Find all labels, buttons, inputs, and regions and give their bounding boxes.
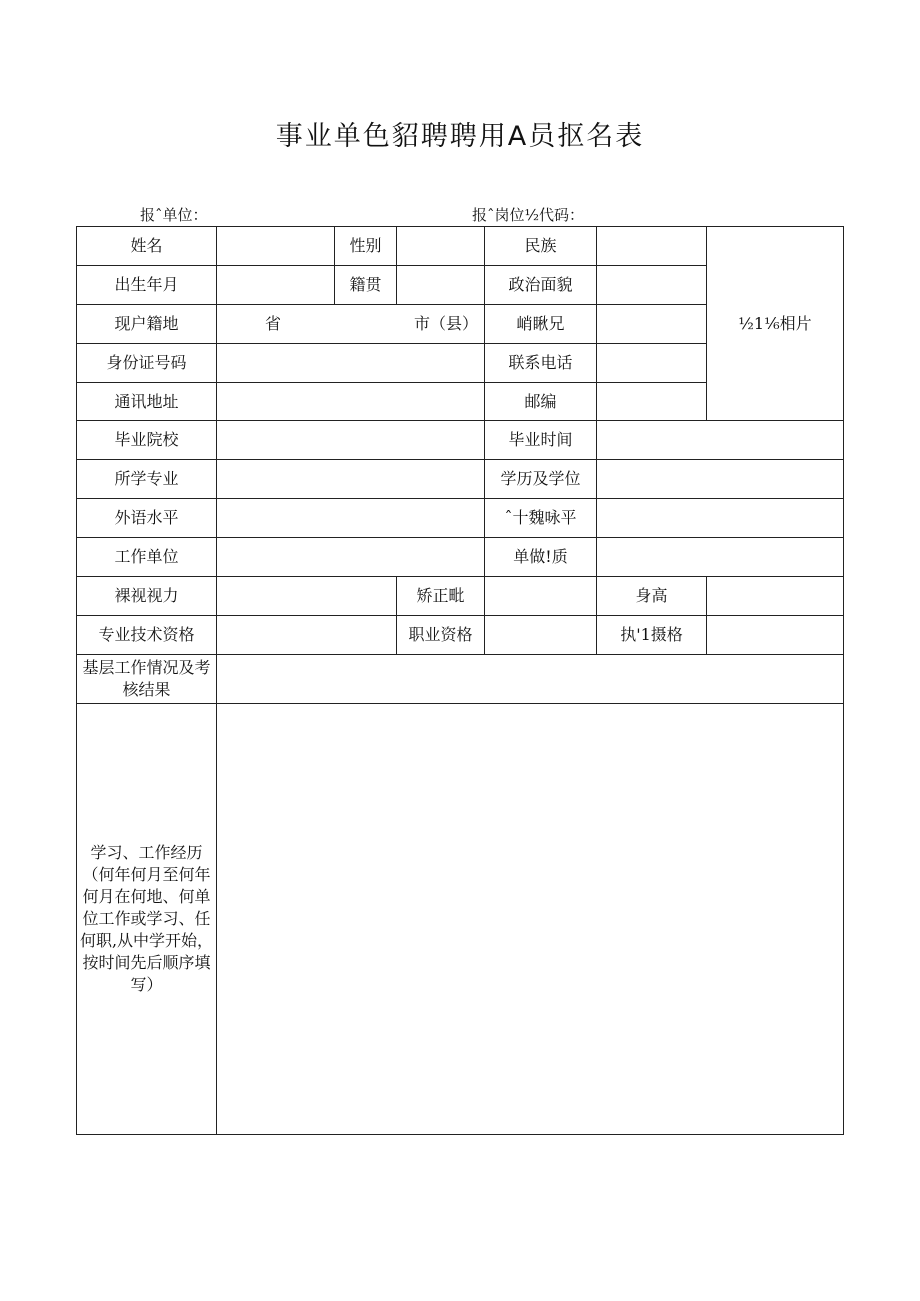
- table-row: [77, 704, 844, 1135]
- postcode-label: 邮编: [485, 383, 597, 421]
- name-field[interactable]: [217, 227, 335, 266]
- gender-label: 性别: [335, 227, 397, 266]
- work-unit-field[interactable]: [217, 538, 485, 577]
- table-row: [77, 616, 844, 655]
- grassroots-field[interactable]: [217, 655, 844, 704]
- grad-time-field[interactable]: [597, 421, 844, 460]
- birth-label: 出生年月: [77, 266, 217, 305]
- computer-field[interactable]: [597, 499, 844, 538]
- table-row: [77, 460, 844, 499]
- photo-label: ½1⅙相片: [738, 313, 812, 333]
- height-label: 身高: [597, 577, 707, 616]
- ethnicity-label: 民族: [485, 227, 597, 266]
- vocational-qual-label: 职业资格: [397, 616, 485, 655]
- practice-qual-field[interactable]: [707, 616, 844, 655]
- birth-field[interactable]: [217, 266, 335, 305]
- practice-qual-label: 执'1摄格: [597, 616, 707, 655]
- vocational-qual-field[interactable]: [485, 616, 597, 655]
- education-field[interactable]: [597, 460, 844, 499]
- grassroots-label: 基层工作情况及考核结果: [77, 655, 217, 704]
- marital-label: 峭瞅兄: [485, 305, 597, 344]
- registration-form-table: [76, 226, 844, 1135]
- id-number-label: 身份证号码: [77, 344, 217, 383]
- marital-field[interactable]: [597, 305, 707, 344]
- form-title: 事业单色貂聘聘用A员抠名表: [275, 121, 645, 152]
- address-label: 通讯地址: [77, 383, 217, 421]
- major-field[interactable]: [217, 460, 485, 499]
- city-county-label: 市（县）: [414, 314, 479, 333]
- school-label: 毕业院校: [77, 421, 217, 460]
- political-label: 政治面貌: [485, 266, 597, 305]
- table-row: [77, 655, 844, 704]
- computer-label: ˆ十魏咏平: [485, 499, 597, 538]
- name-label: 姓名: [77, 227, 217, 266]
- phone-field[interactable]: [597, 344, 707, 383]
- photo-cell[interactable]: [707, 227, 844, 421]
- school-field[interactable]: [217, 421, 485, 460]
- table-row: [77, 538, 844, 577]
- table-row: [77, 421, 844, 460]
- foreign-lang-field[interactable]: [217, 499, 485, 538]
- corrected-vision-field[interactable]: [485, 577, 597, 616]
- applied-post-label: 报ˆ岗位½代码：: [472, 206, 585, 224]
- table-row: [77, 227, 844, 266]
- table-row: [77, 499, 844, 538]
- native-place-field[interactable]: [397, 266, 485, 305]
- resume-label: 学习、工作经历（何年何月至何年何月在何地、何单位工作或学习、任何职,从中学开始，按时间先后顺序填写）: [77, 704, 217, 1135]
- province-label: 省: [264, 314, 281, 333]
- foreign-lang-label: 外语水平: [77, 499, 217, 538]
- id-number-field[interactable]: [217, 344, 485, 383]
- phone-label: 联系电话: [485, 344, 597, 383]
- political-field[interactable]: [597, 266, 707, 305]
- grad-time-label: 毕业时间: [485, 421, 597, 460]
- address-field[interactable]: [217, 383, 485, 421]
- postcode-field[interactable]: [597, 383, 707, 421]
- tech-qual-label: 专业技术资格: [77, 616, 217, 655]
- residence-label: 现户籍地: [77, 305, 217, 344]
- ethnicity-field[interactable]: [597, 227, 707, 266]
- corrected-vision-label: 矫正毗: [397, 577, 485, 616]
- unit-nature-label: 单做!质: [485, 538, 597, 577]
- native-place-label: 籍贯: [335, 266, 397, 305]
- education-label: 学历及学位: [485, 460, 597, 499]
- unit-nature-field[interactable]: [597, 538, 844, 577]
- naked-vision-label: 裸视视力: [77, 577, 217, 616]
- applied-unit-label: 报ˆ单位：: [140, 206, 208, 224]
- major-label: 所学专业: [77, 460, 217, 499]
- height-field[interactable]: [707, 577, 844, 616]
- table-row: [77, 577, 844, 616]
- naked-vision-field[interactable]: [217, 577, 397, 616]
- resume-field[interactable]: [217, 704, 844, 1135]
- tech-qual-field[interactable]: [217, 616, 397, 655]
- residence-field[interactable]: [217, 305, 485, 344]
- work-unit-label: 工作单位: [77, 538, 217, 577]
- gender-field[interactable]: [397, 227, 485, 266]
